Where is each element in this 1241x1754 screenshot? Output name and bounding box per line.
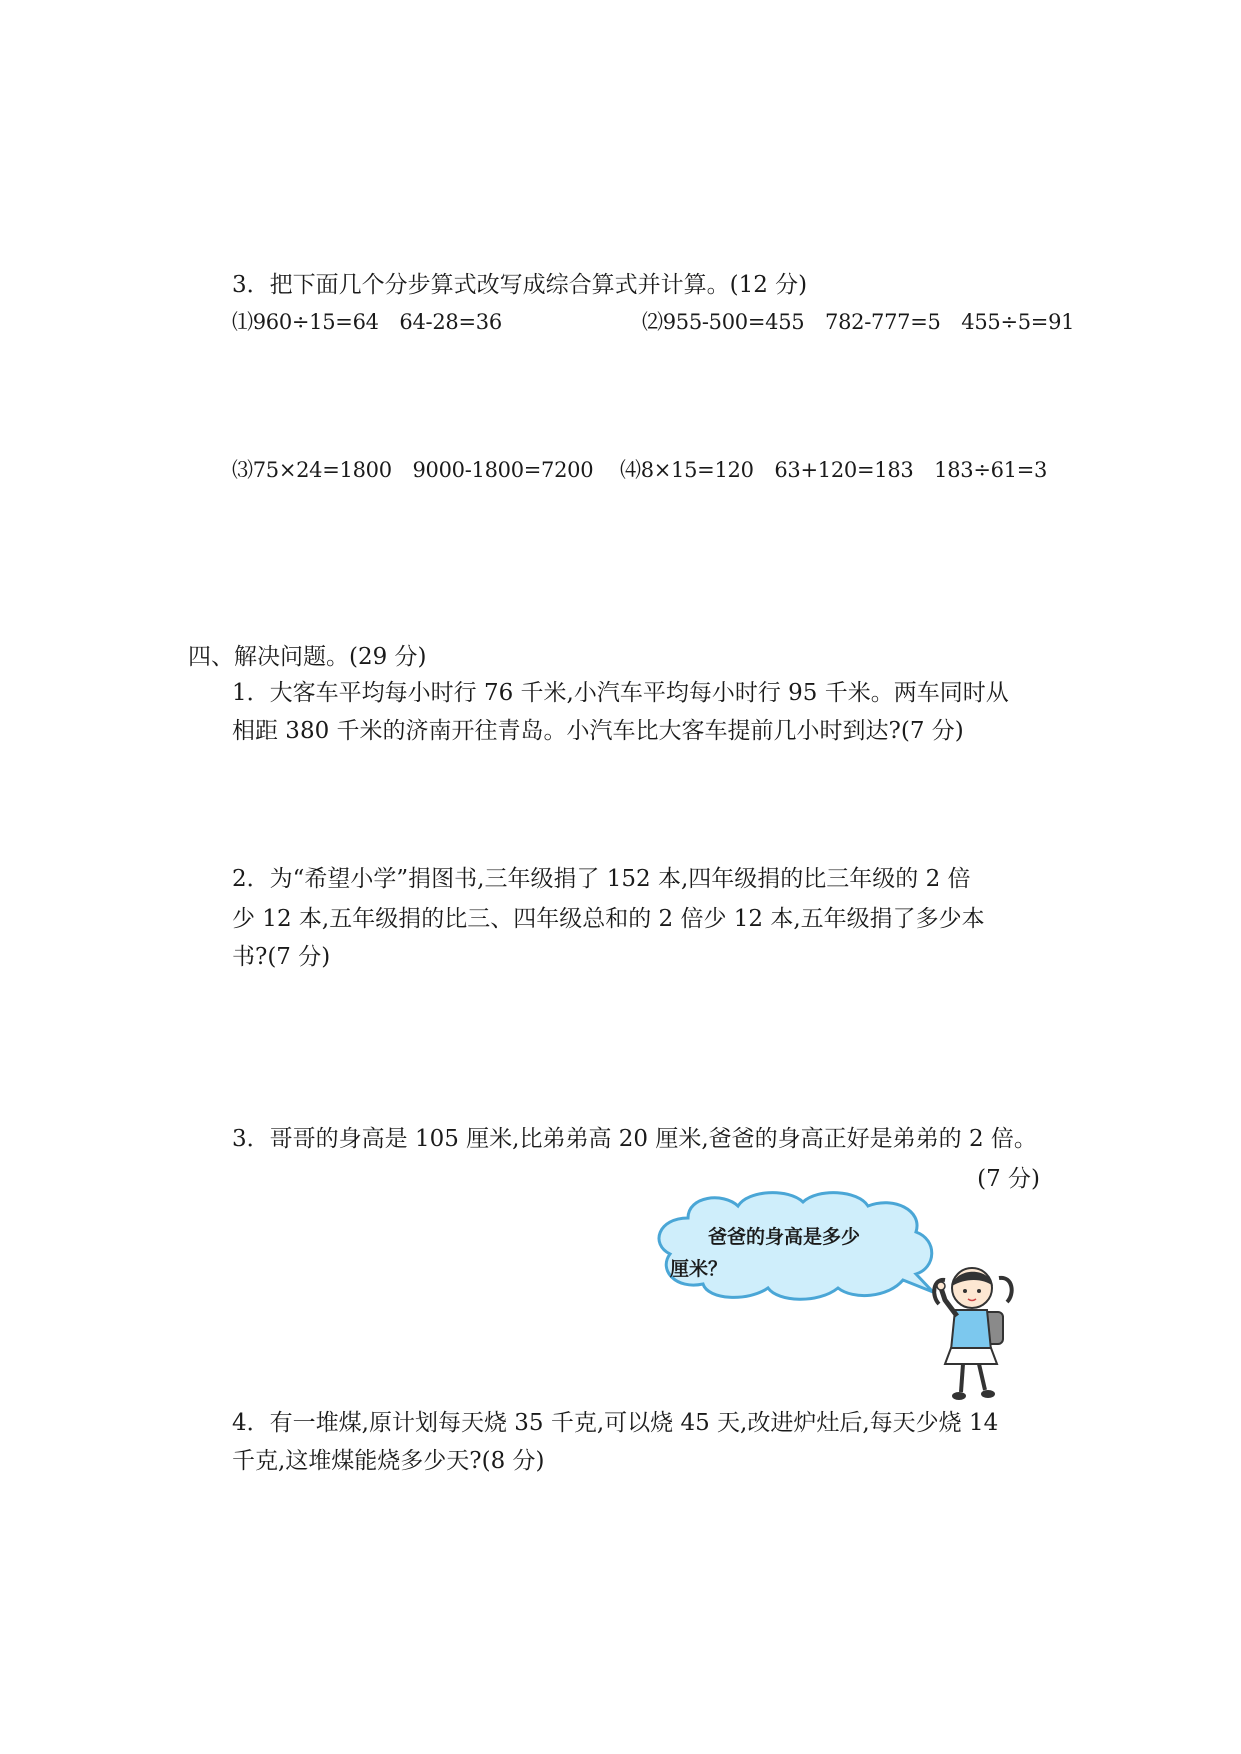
- q2-line-2: 少 12 本,五年级捐的比三、四年级总和的 2 倍少 12 本,五年级捐了多少本: [232, 906, 985, 932]
- section3-title: 3．把下面几个分步算式改写成综合算式并计算。(12 分): [232, 272, 808, 298]
- q1-line-2: 相距 380 千米的济南开往青岛。小汽车比大客车提前几小时到达?(7 分): [232, 718, 964, 744]
- cloud-bubble-icon: [648, 1188, 948, 1318]
- expression-3: ⑶75×24=1800 9000-1800=7200: [232, 458, 594, 482]
- section4-heading: 四、解决问题。(29 分): [188, 644, 427, 670]
- bubble-text-line-1: 爸爸的身高是多少: [708, 1226, 861, 1248]
- girl-illustration: [925, 1260, 1020, 1410]
- q1-line-1: 1．大客车平均每小时行 76 千米,小汽车平均每小时行 95 千米。两车同时从: [232, 680, 1009, 706]
- q4-line-2: 千克,这堆煤能烧多少天?(8 分): [232, 1448, 545, 1474]
- q3-score: (7 分): [977, 1166, 1040, 1192]
- q2-line-3: 书?(7 分): [232, 944, 331, 970]
- q3-line: 3．哥哥的身高是 105 厘米,比弟弟高 20 厘米,爸爸的身高正好是弟弟的 2 倍。: [232, 1126, 1037, 1152]
- q4-line-1: 4．有一堆煤,原计划每天烧 35 千克,可以烧 45 天,改进炉灶后,每天少烧 14: [232, 1410, 999, 1436]
- expression-2: ⑵955-500=455 782-777=5 455÷5=91: [642, 310, 1075, 334]
- expression-4: ⑷8×15=120 63+120=183 183÷61=3: [620, 458, 1048, 482]
- q2-line-1: 2．为“希望小学”捐图书,三年级捐了 152 本,四年级捐的比三年级的 2 倍: [232, 866, 971, 892]
- bubble-text-line-2: 厘米？: [670, 1258, 728, 1280]
- expression-1: ⑴960÷15=64 64-28=36: [232, 310, 502, 334]
- speech-bubble: [648, 1188, 928, 1308]
